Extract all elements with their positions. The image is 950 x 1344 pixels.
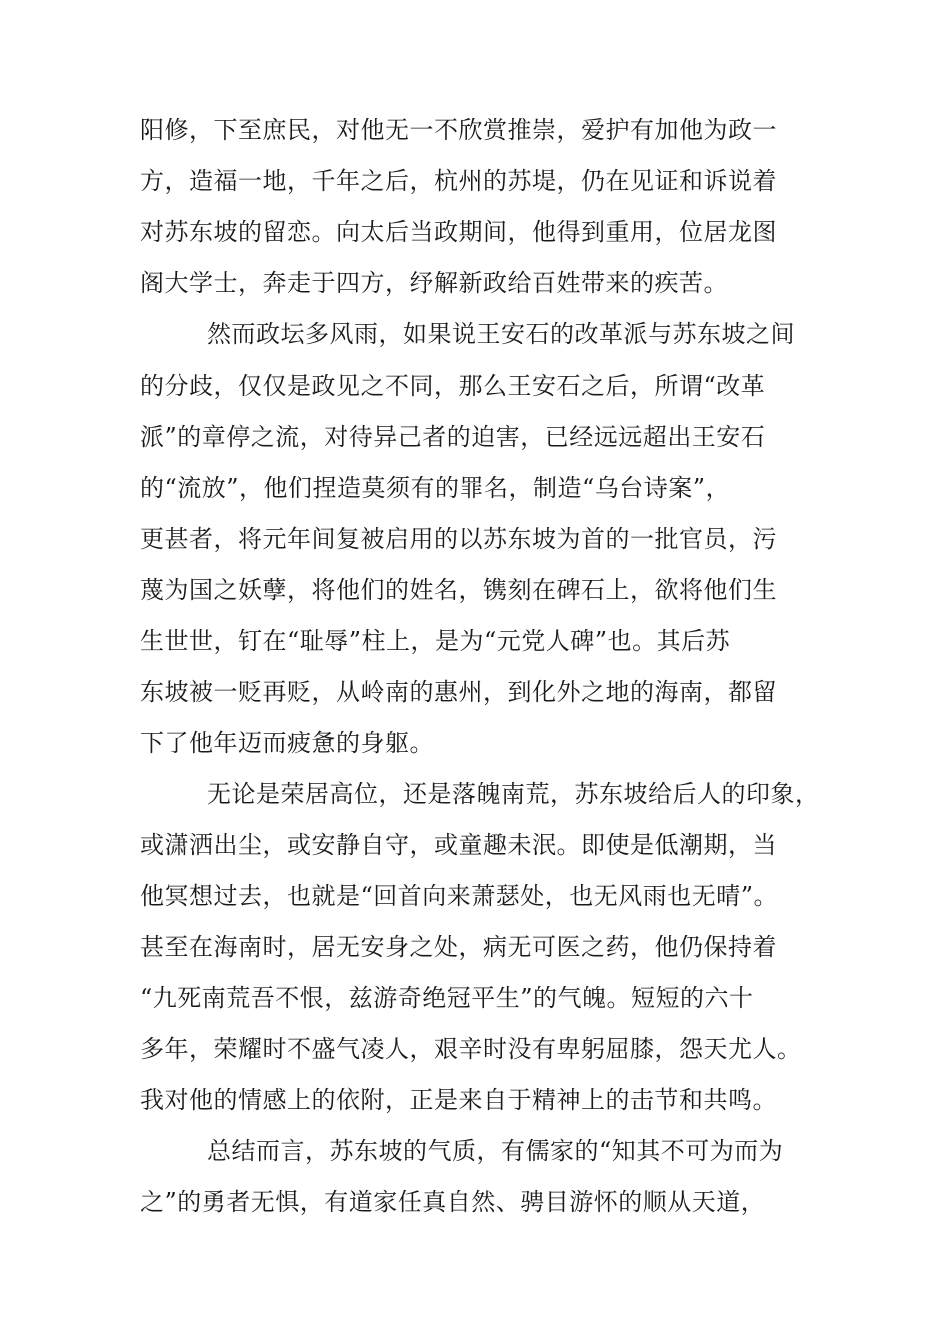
text-line-7: 派”的章停之流，对待异己者的迫害，已经远远超出王安石 <box>140 423 766 451</box>
text-line-17: 甚至在海南时，居无安身之处，病无可医之药，他仍保持着 <box>140 933 777 961</box>
text-line-13: 下了他年迈而疲惫的身躯。 <box>140 729 434 757</box>
text-line-2: 方，造福一地，千年之后，杭州的苏堤，仍在见证和诉说着 <box>140 167 777 195</box>
text-line-10: 蔑为国之妖孽，将他们的姓名，镌刻在碑石上，欲将他们生 <box>140 576 777 604</box>
text-line-9: 更甚者，将元年间复被启用的以苏东坡为首的一批官员，污 <box>140 525 777 553</box>
text-line-15: 或潇洒出尘，或安静自守，或童趣未泯。即使是低潮期，当 <box>140 831 777 859</box>
text-line-20: 我对他的情感上的依附，正是来自于精神上的击节和共鸣。 <box>140 1086 777 1114</box>
text-line-8: 的“流放”，他们捏造莫须有的罪名，制造“乌台诗案”， <box>140 474 731 502</box>
text-line-12: 东坡被一贬再贬，从岭南的惠州，到化外之地的海南，都留 <box>140 678 777 706</box>
paragraph-3-first-line: 无论是荣居高位，还是落魄南荒，苏东坡给后人的印象， <box>207 780 820 808</box>
text-line-4: 阁大学士，奔走于四方，纾解新政给百姓带来的疾苦。 <box>140 269 728 297</box>
text-line-16: 他冥想过去，也就是“回首向来萧瑟处，也无风雨也无晴”。 <box>140 882 779 910</box>
text-line-19: 多年，荣耀时不盛气凌人，艰辛时没有卑躬屈膝，怨天尤人。 <box>140 1035 802 1063</box>
text-line-22: 之”的勇者无惧，有道家任真自然、骋目游怀的顺从天道， <box>140 1188 766 1216</box>
paragraph-4-first-line: 总结而言，苏东坡的气质，有儒家的“知其不可为而为 <box>207 1137 784 1165</box>
text-line-11: 生世世，钉在“耻辱”柱上，是为“元党人碑”也。其后苏 <box>140 627 731 655</box>
text-line-1: 阳修，下至庶民，对他无一不欣赏推崇，爱护有加他为政一 <box>140 116 777 144</box>
paragraph-2-first-line: 然而政坛多风雨，如果说王安石的改革派与苏东坡之间 <box>207 320 795 348</box>
text-line-3: 对苏东坡的留恋。向太后当政期间，他得到重用，位居龙图 <box>140 218 777 246</box>
text-line-18: “九死南荒吾不恨，兹游奇绝冠平生”的气魄。短短的六十 <box>140 984 754 1012</box>
text-line-6: 的分歧，仅仅是政见之不同，那么王安石之后，所谓“改革 <box>140 372 766 400</box>
